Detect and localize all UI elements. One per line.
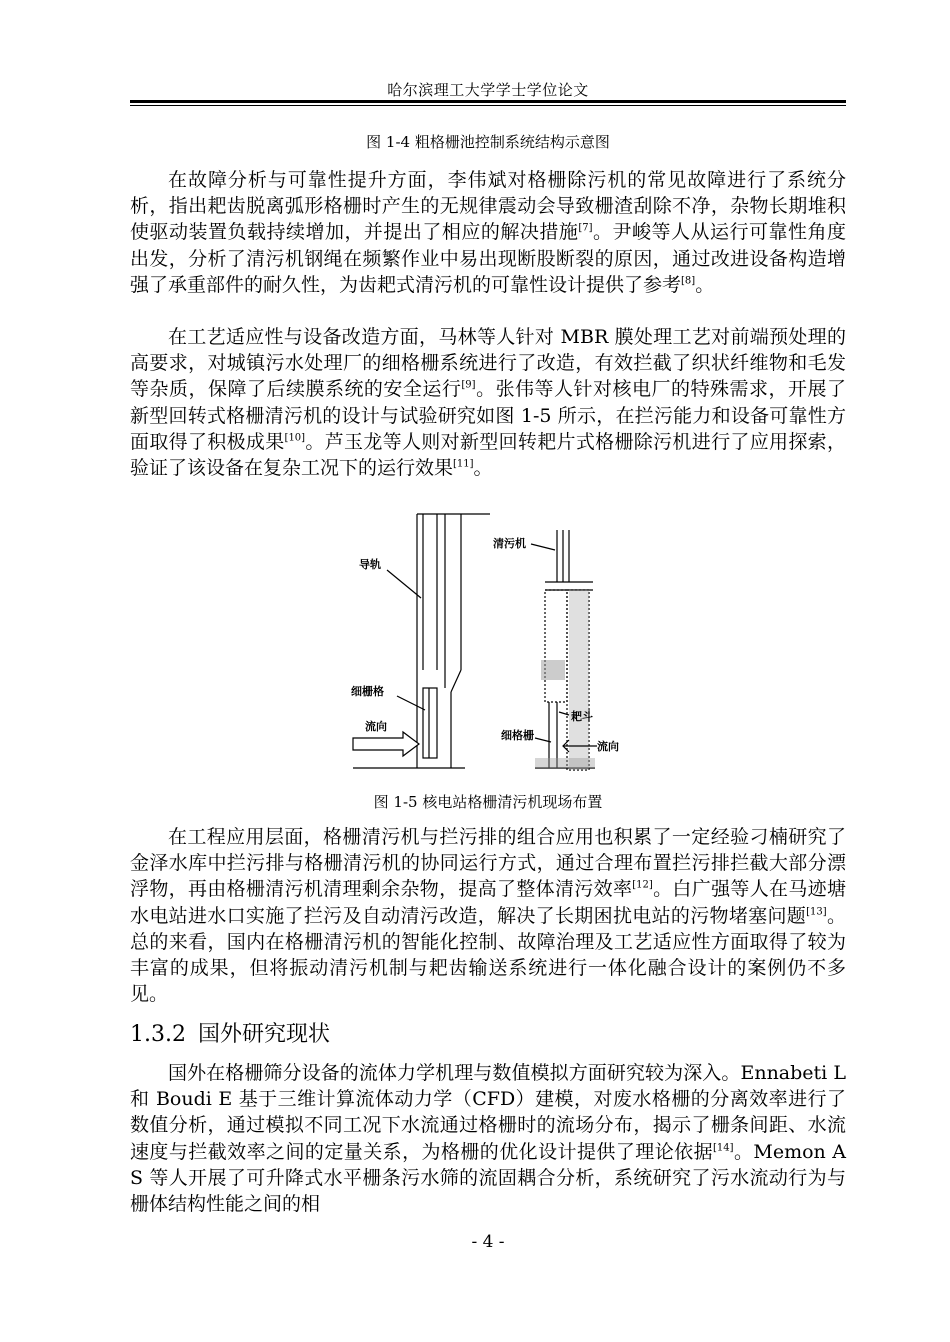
page-number: - 4 - bbox=[471, 1232, 505, 1252]
citation: [11] bbox=[453, 458, 474, 470]
citation: [14] bbox=[713, 1142, 734, 1154]
label-flow-left: 流向 bbox=[365, 720, 387, 733]
citation: [8] bbox=[681, 275, 696, 287]
paragraph-fault-analysis: 在故障分析与可靠性提升方面，李伟斌对格栅除污机的常见故障进行了系统分析，指出耙齿脱离弧形格栅时产生的无规律震动会导致栅渣刮除不净，杂物长期堆积使驱动装置负载持续增加，并提出了相应的解决措施[7]。尹峻等人从运行可靠性角度出发，分析了清污机钢绳在频繁作业中易出现断股断裂的原因，通过改进设备构造增强了承重部件的耐久性，为齿耙式清污机的可靠性设计提供了参考[8]。 bbox=[130, 169, 846, 296]
figure-1-5-caption: 图 1-5 核电站格栅清污机现场布置 bbox=[373, 793, 603, 811]
section-title: 国外研究现状 bbox=[197, 1022, 330, 1047]
running-header: 哈尔滨理工大学学士学位论文 bbox=[387, 81, 589, 99]
label-fine-grid-right: 细格栅 bbox=[501, 729, 534, 742]
citation: [13] bbox=[806, 906, 827, 918]
figure-1-4-caption: 图 1-4 粗格栅池控制系统结构示意图 bbox=[366, 133, 610, 151]
figure-1-5-diagram bbox=[345, 510, 635, 772]
citation: [7] bbox=[578, 223, 593, 235]
paragraph-foreign-research: 国外在格栅筛分设备的流体力学机理与数值模拟方面研究较为深入。Ennabeti L 和 Boudi E 基于三维计算流体动力学（CFD）建模，对废水格栅的分离效率进行了数值分析，通过模拟不同工况下水流通过格栅时的流场分布，揭示了栅条间距、水流速度与拦截效率之间的定量关系，为格栅的优化设计提供了理论依据[14]。Memon A S 等人开展了可升降式水平栅条污水筛的流固耦合分析，系统研究了污水流动行为与栅体结构性能之间的相 bbox=[130, 1062, 846, 1216]
label-flow-right: 流向 bbox=[597, 740, 619, 753]
header-rule-thin bbox=[130, 105, 846, 106]
paragraph-engineering-application: 在工程应用层面，格栅清污机与拦污排的组合应用也积累了一定经验刁楠研究了金泽水库中拦污排与格栅清污机的协同运行方式，通过合理布置拦污排拦截大部分漂浮物，再由格栅清污机清理剩余杂物，提高了整体清污效率[12]。白广强等人在马迹塘水电站进水口实施了拦污及自动清污改造，解决了长期困扰电站的污物堵塞问题[13]。总的来看，国内在格栅清污机的智能化控制、故障治理及工艺适应性方面取得了较为丰富的成果，但将振动清污机制与耙齿输送系统进行一体化融合设计的案例仍不多见。 bbox=[130, 826, 846, 1006]
label-rake: 耙斗 bbox=[571, 710, 593, 723]
citation: [12] bbox=[632, 880, 653, 892]
paragraph-process-adaptability: 在工艺适应性与设备改造方面，马林等人针对 MBR 膜处理工艺对前端预处理的高要求，对城镇污水处理厂的细格栅系统进行了改造，有效拦截了织状纤维物和毛发等杂质，保障了后续膜系统的安全运行[9]。张伟等人针对核电厂的特殊需求，开展了新型回转式格栅清污机的设计与试验研究如图 1-5 所示，在拦污能力和设备可靠性方面取得了积极成果[10]。芦玉龙等人则对新型回转耙片式格栅除污机进行了应用探索，验证了该设备在复杂工况下的运行效果[11]。 bbox=[130, 326, 846, 480]
label-cleaner: 清污机 bbox=[493, 537, 526, 550]
citation: [10] bbox=[284, 432, 306, 444]
label-fine-grid-left: 细栅格 bbox=[351, 685, 384, 698]
header-rule-thick bbox=[130, 100, 846, 103]
label-guide-rail: 导轨 bbox=[359, 558, 381, 571]
citation: [9] bbox=[461, 380, 476, 392]
section-number: 1.3.2 bbox=[130, 1022, 186, 1047]
section-heading bbox=[130, 1017, 330, 1048]
